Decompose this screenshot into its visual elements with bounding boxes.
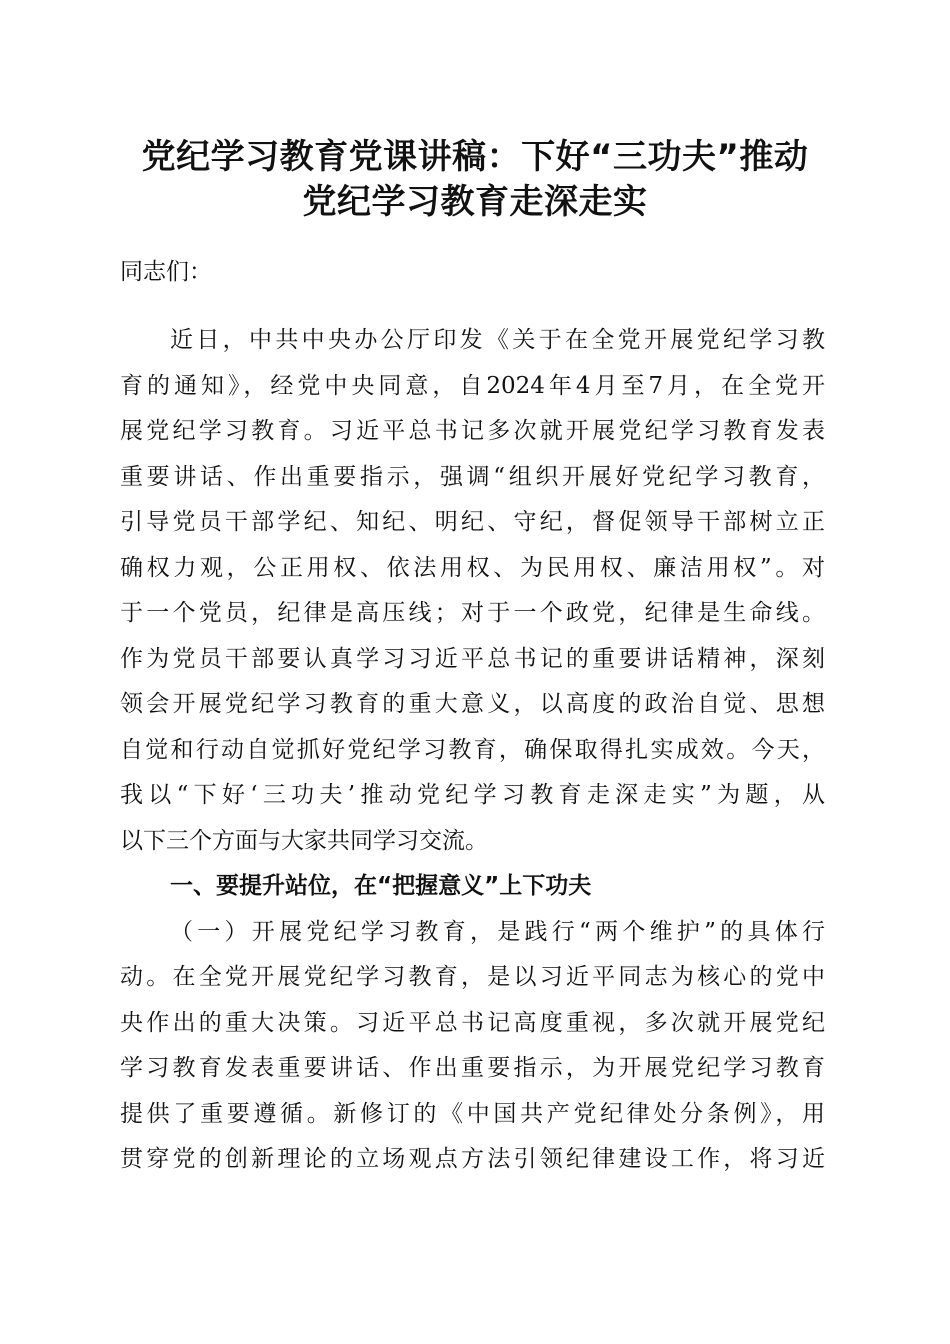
paragraph-line: 提供了重要遵循。新修订的《中国共产党纪律处分条例》，用 [120,1101,825,1127]
paragraph-line: 学习教育发表重要讲话、作出重要指示，为开展党纪学习教育 [120,1055,825,1081]
paragraph-line: 于一个党员，纪律是高压线；对于一个政党，纪律是生命线。 [120,600,825,626]
paragraph-line: 育的通知》，经党中央同意，自2024年4月至7月，在全党开 [120,373,825,399]
paragraph-line: 近日，中共中央办公厅印发《关于在全党开展党纪学习教 [170,327,825,353]
section-heading-1: 一、要提升站位，在“把握意义”上下功夫 [170,873,592,899]
paragraph-line: 确权力观，公正用权、依法用权、为民用权、廉洁用权”。对 [120,555,825,581]
paragraph-line: 领会开展党纪学习教育的重大意义，以高度的政治自觉、思想 [120,691,825,717]
document-title-line-2: 党纪学习教育走深走实 [302,182,648,222]
paragraph-line: 引导党员干部学纪、知纪、明纪、守纪，督促领导干部树立正 [120,509,825,535]
paragraph-line: 展党纪学习教育。习近平总书记多次就开展党纪学习教育发表 [120,418,825,444]
paragraph-line: 以下三个方面与大家共同学习交流。 [120,828,488,854]
paragraph-line: 贯穿党的创新理论的立场观点方法引领纪律建设工作，将习近 [120,1146,825,1172]
paragraph-line: 自觉和行动自觉抓好党纪学习教育，确保取得扎实成效。今天， [120,737,825,763]
document-title-line-1: 党纪学习教育党课讲稿：下好“三功夫”推动 [141,137,809,177]
paragraph-line: 我以“下好‘三功夫’推动党纪学习教育走深走实”为题，从 [120,782,825,808]
paragraph-line: （一）开展党纪学习教育，是践行“两个维护”的具体行 [170,919,825,945]
paragraph-line: 作为党员干部要认真学习习近平总书记的重要讲话精神，深刻 [120,646,825,672]
salutation: 同志们： [120,259,212,285]
paragraph-line: 重要讲话、作出重要指示，强调“组织开展好党纪学习教育， [120,464,825,490]
paragraph-line: 央作出的重大决策。习近平总书记高度重视，多次就开展党纪 [120,1010,825,1036]
paragraph-line: 动。在全党开展党纪学习教育，是以习近平同志为核心的党中 [120,964,825,990]
